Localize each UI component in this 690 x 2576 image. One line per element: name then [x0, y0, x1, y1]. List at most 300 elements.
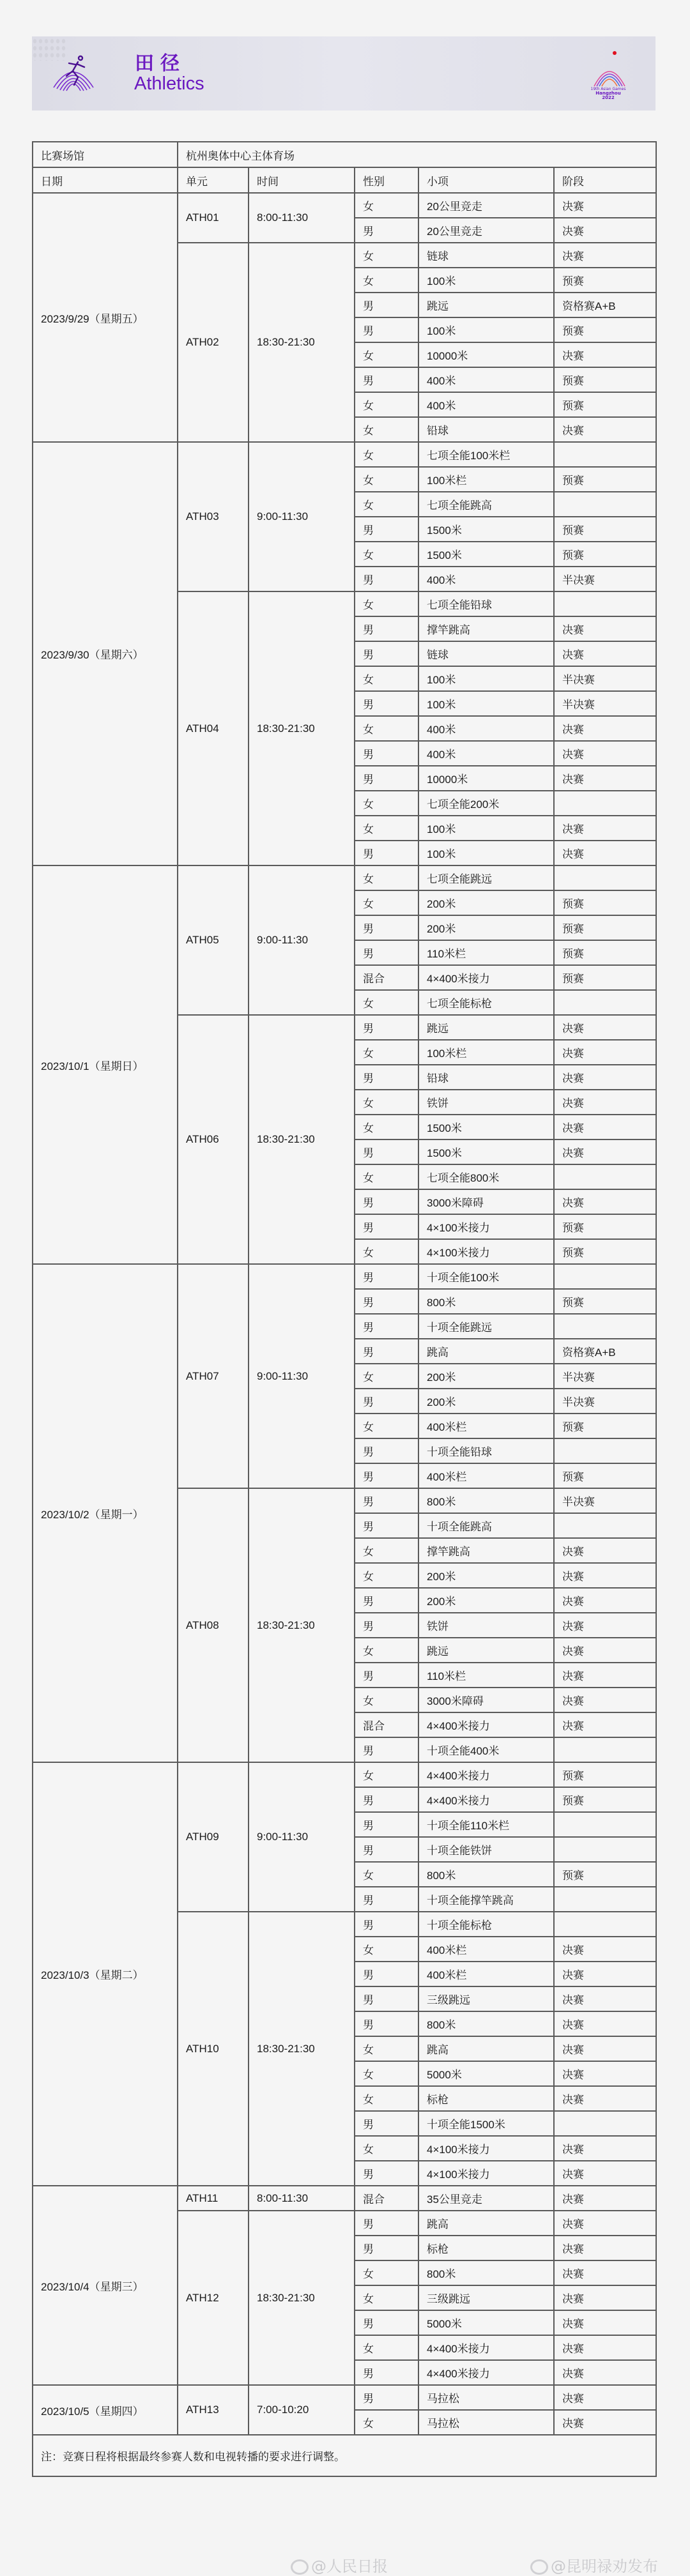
- event-cell: 链球: [418, 243, 554, 268]
- stage-cell: 决赛: [554, 1115, 656, 1139]
- table-row: [33, 2186, 656, 2211]
- unit-cell: ATH08: [178, 1488, 249, 1762]
- time-cell: 18:30-21:30: [249, 1015, 355, 1264]
- event-cell: 十项全能撑竿跳高: [418, 1887, 554, 1912]
- stage-cell: [554, 1164, 656, 1189]
- event-cell: 1500米: [418, 517, 554, 542]
- gender-cell: 女: [355, 2036, 418, 2061]
- gender-cell: 男: [355, 567, 418, 591]
- stage-cell: 决赛: [554, 1712, 656, 1737]
- stage-cell: 决赛: [554, 2161, 656, 2186]
- event-cell: 4×400米接力: [418, 965, 554, 990]
- gender-cell: 男: [355, 1015, 418, 1040]
- event-cell: 4×400米接力: [418, 1712, 554, 1737]
- stage-cell: 决赛: [554, 342, 656, 367]
- stage-cell: 预赛: [554, 890, 656, 915]
- schedule-table: [32, 141, 657, 2477]
- gender-cell: 女: [355, 1762, 418, 1787]
- time-cell: 18:30-21:30: [249, 243, 355, 442]
- event-cell: 十项全能标枪: [418, 1912, 554, 1937]
- event-cell: 4×100米接力: [418, 1214, 554, 1239]
- stage-cell: 决赛: [554, 1040, 656, 1065]
- unit-cell: ATH02: [178, 243, 249, 442]
- event-cell: 十项全能110米栏: [418, 1812, 554, 1837]
- stage-cell: [554, 1438, 656, 1463]
- logo-caption-line: 19th Asian Games: [590, 87, 626, 91]
- gender-cell: 女: [355, 2410, 418, 2435]
- stage-cell: 资格赛A+B: [554, 293, 656, 317]
- event-cell: 800米: [418, 2011, 554, 2036]
- table-row: [33, 193, 656, 218]
- stage-cell: 预赛: [554, 1239, 656, 1264]
- stage-cell: 决赛: [554, 1189, 656, 1214]
- event-cell: 三级跳远: [418, 2285, 554, 2310]
- event-cell: 铁饼: [418, 1090, 554, 1115]
- date-cell: 2023/10/3（星期二）: [33, 1762, 178, 2186]
- gender-cell: 女: [355, 816, 418, 841]
- event-cell: 跳远: [418, 1015, 554, 1040]
- gender-cell: 女: [355, 542, 418, 567]
- gender-cell: 男: [355, 1314, 418, 1339]
- event-cell: 100米: [418, 816, 554, 841]
- event-cell: 十项全能100米: [418, 1264, 554, 1289]
- event-cell: 撑竿跳高: [418, 1538, 554, 1563]
- event-cell: 10000米: [418, 766, 554, 791]
- stage-cell: 决赛: [554, 2385, 656, 2410]
- stage-cell: 决赛: [554, 741, 656, 766]
- stage-cell: [554, 2111, 656, 2136]
- gender-cell: 男: [355, 1139, 418, 1164]
- date-cell: 2023/10/5（星期四）: [33, 2385, 178, 2435]
- event-cell: 100米栏: [418, 467, 554, 492]
- gender-cell: 男: [355, 293, 418, 317]
- time-cell: 9:00-11:30: [249, 442, 355, 591]
- event-cell: 35公里竞走: [418, 2186, 554, 2211]
- stage-cell: 决赛: [554, 841, 656, 865]
- event-cell: 200米: [418, 1563, 554, 1588]
- unit-cell: ATH01: [178, 193, 249, 243]
- event-cell: 马拉松: [418, 2385, 554, 2410]
- gender-cell: 男: [355, 1787, 418, 1812]
- gender-cell: 女: [355, 1090, 418, 1115]
- table-row: [33, 1762, 656, 1787]
- event-cell: 400米栏: [418, 1463, 554, 1488]
- stage-cell: [554, 492, 656, 517]
- stage-cell: 半决赛: [554, 1364, 656, 1389]
- stage-cell: 半决赛: [554, 691, 656, 716]
- event-cell: 200米: [418, 890, 554, 915]
- gender-cell: 男: [355, 1737, 418, 1762]
- watermark: [291, 2554, 388, 2576]
- gender-cell: 女: [355, 2260, 418, 2285]
- stage-cell: 决赛: [554, 1588, 656, 1613]
- event-cell: 链球: [418, 641, 554, 666]
- gender-cell: 男: [355, 841, 418, 865]
- column-header-date: 日期: [33, 167, 178, 193]
- stage-cell: 预赛: [554, 940, 656, 965]
- event-cell: 七项全能铅球: [418, 591, 554, 616]
- gender-cell: 男: [355, 940, 418, 965]
- unit-cell: ATH04: [178, 591, 249, 865]
- event-cell: 七项全能跳高: [418, 492, 554, 517]
- stage-cell: 决赛: [554, 766, 656, 791]
- stage-cell: 决赛: [554, 218, 656, 243]
- stage-cell: 预赛: [554, 517, 656, 542]
- date-cell: 2023/9/30（星期六）: [33, 442, 178, 865]
- gender-cell: 男: [355, 218, 418, 243]
- gender-cell: 女: [355, 890, 418, 915]
- gender-cell: 男: [355, 2360, 418, 2385]
- unit-cell: ATH05: [178, 865, 249, 1015]
- stage-cell: 决赛: [554, 1613, 656, 1638]
- event-cell: 400米: [418, 367, 554, 392]
- gender-cell: 女: [355, 1364, 418, 1389]
- unit-cell: ATH07: [178, 1264, 249, 1488]
- event-cell: 铁饼: [418, 1613, 554, 1638]
- gender-cell: 男: [355, 616, 418, 641]
- gender-cell: 男: [355, 2161, 418, 2186]
- gender-cell: 女: [355, 1164, 418, 1189]
- time-cell: 7:00-10:20: [249, 2385, 355, 2435]
- venue-label: 比赛场馆: [33, 142, 178, 167]
- gender-cell: 男: [355, 2211, 418, 2236]
- gender-cell: 男: [355, 1962, 418, 1986]
- column-header-time: 时间: [249, 167, 355, 193]
- stage-cell: 决赛: [554, 1065, 656, 1090]
- time-cell: 9:00-11:30: [249, 1264, 355, 1488]
- gender-cell: 男: [355, 1986, 418, 2011]
- stage-cell: 决赛: [554, 1986, 656, 2011]
- table-row: [33, 865, 656, 890]
- event-cell: 七项全能800米: [418, 1164, 554, 1189]
- stage-cell: 预赛: [554, 965, 656, 990]
- stage-cell: 半决赛: [554, 567, 656, 591]
- stage-cell: 半决赛: [554, 1488, 656, 1513]
- gender-cell: 男: [355, 1264, 418, 1289]
- unit-cell: ATH09: [178, 1762, 249, 1912]
- stage-cell: 决赛: [554, 2211, 656, 2236]
- stage-cell: 决赛: [554, 193, 656, 218]
- stage-cell: 决赛: [554, 2186, 656, 2211]
- event-cell: 5000米: [418, 2310, 554, 2335]
- watermark: [530, 2554, 658, 2576]
- gender-cell: 女: [355, 243, 418, 268]
- gender-cell: 混合: [355, 2186, 418, 2211]
- gender-cell: 男: [355, 317, 418, 342]
- gender-cell: 男: [355, 2385, 418, 2410]
- event-cell: 100米栏: [418, 1040, 554, 1065]
- gender-cell: 女: [355, 193, 418, 218]
- event-cell: 4×100米接力: [418, 2161, 554, 2186]
- event-cell: 400米栏: [418, 1414, 554, 1438]
- stage-cell: 预赛: [554, 1463, 656, 1488]
- gender-cell: 男: [355, 1663, 418, 1688]
- stage-cell: 决赛: [554, 1962, 656, 1986]
- stage-cell: 决赛: [554, 2335, 656, 2360]
- event-cell: 100米: [418, 317, 554, 342]
- stage-cell: 预赛: [554, 1289, 656, 1314]
- stage-cell: [554, 990, 656, 1015]
- event-cell: 十项全能400米: [418, 1737, 554, 1762]
- asian-games-logo-caption: [589, 87, 627, 100]
- stage-cell: [554, 1264, 656, 1289]
- event-cell: 800米: [418, 2260, 554, 2285]
- gender-cell: 男: [355, 1812, 418, 1837]
- gender-cell: 女: [355, 1115, 418, 1139]
- unit-cell: ATH03: [178, 442, 249, 591]
- event-cell: 4×100米接力: [418, 1239, 554, 1264]
- gender-cell: 女: [355, 666, 418, 691]
- event-cell: 20公里竞走: [418, 193, 554, 218]
- gender-cell: 女: [355, 2086, 418, 2111]
- stage-cell: 决赛: [554, 1688, 656, 1712]
- stage-cell: 决赛: [554, 1663, 656, 1688]
- stage-cell: 预赛: [554, 268, 656, 293]
- time-cell: 18:30-21:30: [249, 591, 355, 865]
- stage-cell: 预赛: [554, 317, 656, 342]
- gender-cell: 女: [355, 417, 418, 442]
- event-cell: 铅球: [418, 1065, 554, 1090]
- gender-cell: 女: [355, 268, 418, 293]
- event-cell: 铅球: [418, 417, 554, 442]
- gender-cell: 男: [355, 691, 418, 716]
- gender-cell: 男: [355, 1438, 418, 1463]
- gender-cell: 女: [355, 1862, 418, 1887]
- gender-cell: 男: [355, 517, 418, 542]
- gender-cell: 女: [355, 442, 418, 467]
- stage-cell: [554, 591, 656, 616]
- gender-cell: 男: [355, 2310, 418, 2335]
- gender-cell: 男: [355, 1513, 418, 1538]
- time-cell: 9:00-11:30: [249, 865, 355, 1015]
- event-cell: 100米: [418, 666, 554, 691]
- unit-cell: ATH06: [178, 1015, 249, 1264]
- event-cell: 400米栏: [418, 1937, 554, 1962]
- event-cell: 100米: [418, 268, 554, 293]
- note-row: [33, 2435, 656, 2476]
- athletics-pictogram-icon: [52, 54, 95, 91]
- venue-value: 杭州奥体中心主体育场: [178, 142, 656, 167]
- stage-cell: 决赛: [554, 2061, 656, 2086]
- stage-cell: 预赛: [554, 915, 656, 940]
- event-cell: 3000米障碍: [418, 1688, 554, 1712]
- event-cell: 4×400米接力: [418, 1762, 554, 1787]
- gender-cell: 女: [355, 1688, 418, 1712]
- event-cell: 200米: [418, 1364, 554, 1389]
- event-cell: 5000米: [418, 2061, 554, 2086]
- gender-cell: 女: [355, 467, 418, 492]
- gender-cell: 男: [355, 1488, 418, 1513]
- gender-cell: 女: [355, 1538, 418, 1563]
- gender-cell: 男: [355, 1912, 418, 1937]
- gender-cell: 混合: [355, 1712, 418, 1737]
- stage-cell: 决赛: [554, 641, 656, 666]
- stage-cell: 半决赛: [554, 1389, 656, 1414]
- event-cell: 400米: [418, 741, 554, 766]
- event-cell: 3000米障碍: [418, 1189, 554, 1214]
- stage-cell: 决赛: [554, 2260, 656, 2285]
- unit-cell: ATH11: [178, 2186, 249, 2211]
- event-cell: 十项全能1500米: [418, 2111, 554, 2136]
- gender-cell: 男: [355, 766, 418, 791]
- unit-cell: ATH13: [178, 2385, 249, 2435]
- time-cell: 18:30-21:30: [249, 1912, 355, 2186]
- stage-cell: 决赛: [554, 1563, 656, 1588]
- gender-cell: 女: [355, 865, 418, 890]
- column-header-gender: 性别: [355, 167, 418, 193]
- stage-cell: 预赛: [554, 542, 656, 567]
- gender-cell: 男: [355, 1613, 418, 1638]
- gender-cell: 混合: [355, 965, 418, 990]
- gender-cell: 男: [355, 1065, 418, 1090]
- unit-cell: ATH10: [178, 1912, 249, 2186]
- gender-cell: 女: [355, 1937, 418, 1962]
- event-cell: 撑竿跳高: [418, 616, 554, 641]
- table-row: [33, 2385, 656, 2410]
- gender-cell: 女: [355, 791, 418, 816]
- event-cell: 1500米: [418, 1115, 554, 1139]
- stage-cell: 决赛: [554, 2011, 656, 2036]
- gender-cell: 男: [355, 2111, 418, 2136]
- logo-caption-line: Hangzhou 2022: [595, 91, 621, 100]
- gender-cell: 女: [355, 2136, 418, 2161]
- gender-cell: 男: [355, 1588, 418, 1613]
- stage-cell: 决赛: [554, 2236, 656, 2260]
- gender-cell: 男: [355, 1339, 418, 1364]
- stage-cell: 预赛: [554, 467, 656, 492]
- gender-cell: 女: [355, 1040, 418, 1065]
- stage-cell: [554, 791, 656, 816]
- gender-cell: 女: [355, 2061, 418, 2086]
- event-cell: 马拉松: [418, 2410, 554, 2435]
- weibo-icon: [530, 2559, 548, 2575]
- watermark-text: @昆明禄劝发布: [551, 2557, 658, 2575]
- stage-cell: 预赛: [554, 1862, 656, 1887]
- stage-cell: 决赛: [554, 2136, 656, 2161]
- stage-cell: [554, 865, 656, 890]
- stage-cell: 决赛: [554, 2036, 656, 2061]
- stage-cell: 预赛: [554, 1414, 656, 1438]
- gender-cell: 女: [355, 716, 418, 741]
- event-cell: 100米: [418, 841, 554, 865]
- gender-cell: 女: [355, 1414, 418, 1438]
- gender-cell: 男: [355, 1214, 418, 1239]
- event-cell: 七项全能100米栏: [418, 442, 554, 467]
- gender-cell: 男: [355, 367, 418, 392]
- column-header-event: 小项: [418, 167, 554, 193]
- event-cell: 三级跳远: [418, 1986, 554, 2011]
- event-cell: 跳高: [418, 2036, 554, 2061]
- stage-cell: 决赛: [554, 1937, 656, 1962]
- event-cell: 十项全能铅球: [418, 1438, 554, 1463]
- gender-cell: 女: [355, 392, 418, 417]
- stage-cell: 决赛: [554, 2360, 656, 2385]
- gender-cell: 女: [355, 1638, 418, 1663]
- time-cell: 18:30-21:30: [249, 2211, 355, 2385]
- date-cell: 2023/9/29（星期五）: [33, 193, 178, 442]
- stage-cell: [554, 1513, 656, 1538]
- event-cell: 10000米: [418, 342, 554, 367]
- header-row: [33, 167, 656, 193]
- stage-cell: [554, 1812, 656, 1837]
- gender-cell: 女: [355, 1563, 418, 1588]
- gender-cell: 女: [355, 1239, 418, 1264]
- event-cell: 400米: [418, 567, 554, 591]
- gender-cell: 男: [355, 2011, 418, 2036]
- event-cell: 800米: [418, 1488, 554, 1513]
- page-title-en: Athletics: [134, 73, 204, 94]
- stage-cell: 决赛: [554, 1015, 656, 1040]
- header-banner: [32, 36, 656, 111]
- gender-cell: 男: [355, 1837, 418, 1862]
- date-cell: 2023/10/1（星期日）: [33, 865, 178, 1264]
- gender-cell: 女: [355, 990, 418, 1015]
- time-cell: 8:00-11:30: [249, 2186, 355, 2211]
- stage-cell: 决赛: [554, 616, 656, 641]
- event-cell: 跳远: [418, 1638, 554, 1663]
- stage-cell: 决赛: [554, 2086, 656, 2111]
- gender-cell: 男: [355, 2236, 418, 2260]
- event-cell: 十项全能跳远: [418, 1314, 554, 1339]
- column-header-stage: 阶段: [554, 167, 656, 193]
- stage-cell: 决赛: [554, 417, 656, 442]
- stage-cell: 决赛: [554, 1090, 656, 1115]
- event-cell: 标枪: [418, 2236, 554, 2260]
- stage-cell: 预赛: [554, 1762, 656, 1787]
- table-row: [33, 442, 656, 467]
- event-cell: 七项全能标枪: [418, 990, 554, 1015]
- stage-cell: [554, 1887, 656, 1912]
- table-row: [33, 1264, 656, 1289]
- gender-cell: 男: [355, 915, 418, 940]
- stage-cell: 决赛: [554, 1139, 656, 1164]
- column-header-unit: 单元: [178, 167, 249, 193]
- gender-cell: 女: [355, 2285, 418, 2310]
- event-cell: 标枪: [418, 2086, 554, 2111]
- stage-cell: 决赛: [554, 2310, 656, 2335]
- event-cell: 七项全能200米: [418, 791, 554, 816]
- gender-cell: 男: [355, 1463, 418, 1488]
- page-title-cn: 田径: [135, 52, 186, 75]
- schedule-note: 注：竞赛日程将根据最终参赛人数和电视转播的要求进行调整。: [33, 2435, 656, 2476]
- stage-cell: 决赛: [554, 1538, 656, 1563]
- stage-cell: 决赛: [554, 243, 656, 268]
- gender-cell: 男: [355, 1289, 418, 1314]
- stage-cell: 半决赛: [554, 666, 656, 691]
- stage-cell: 资格赛A+B: [554, 1339, 656, 1364]
- stage-cell: 预赛: [554, 1787, 656, 1812]
- gender-cell: 女: [355, 342, 418, 367]
- gender-cell: 女: [355, 591, 418, 616]
- stage-cell: 预赛: [554, 1214, 656, 1239]
- gender-cell: 男: [355, 1887, 418, 1912]
- date-cell: 2023/10/4（星期三）: [33, 2186, 178, 2385]
- stage-cell: 决赛: [554, 1638, 656, 1663]
- event-cell: 110米栏: [418, 940, 554, 965]
- event-cell: 跳高: [418, 2211, 554, 2236]
- watermark-text: @人民日报: [311, 2557, 388, 2575]
- event-cell: 4×100米接力: [418, 2136, 554, 2161]
- event-cell: 4×400米接力: [418, 2360, 554, 2385]
- stage-cell: 决赛: [554, 816, 656, 841]
- venue-row: [33, 142, 656, 167]
- gender-cell: 女: [355, 2335, 418, 2360]
- event-cell: 200米: [418, 915, 554, 940]
- stage-cell: 决赛: [554, 2410, 656, 2435]
- event-cell: 跳远: [418, 293, 554, 317]
- event-cell: 100米: [418, 691, 554, 716]
- event-cell: 20公里竞走: [418, 218, 554, 243]
